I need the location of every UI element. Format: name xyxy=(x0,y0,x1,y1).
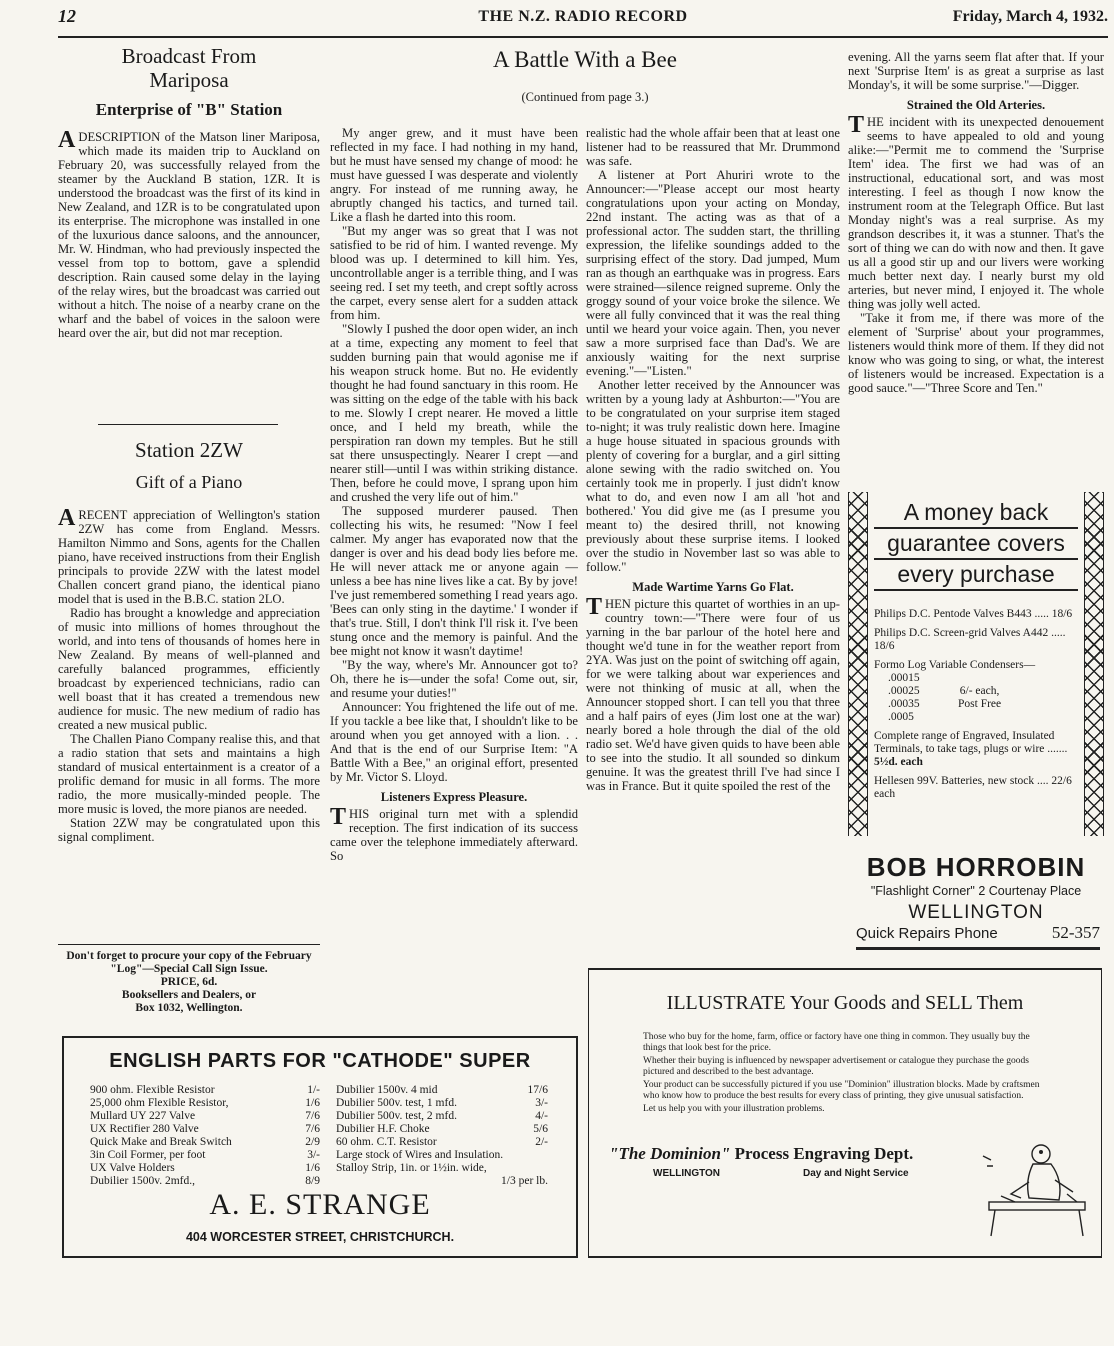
part-name: Mullard UY 227 Valve xyxy=(90,1110,196,1122)
part-name: Dubilier 500v. test, 1 mfd. xyxy=(336,1097,457,1109)
ad-rule xyxy=(856,947,1100,950)
part-name: Large stock of Wires and Insulation. xyxy=(336,1149,504,1161)
horrobin-items: Philips D.C. Pentode Valves B443 ..... 18/6 Philips D.C. Screen-grid Valves A442 ..... 18/6 Formo Log Variable Condensers— .00015 .00025 .00035 .0005 6/- each, Post Free Complete range of Engraved, Insulated Terminals, to take tags, plugs or wire ....... 5½d. each Hellesen 99V. Batteries, new stock .... 22/6 each xyxy=(874,608,1073,800)
bee-para: My anger grew, and it must have been reflected in my face. I had nothing in my hand, but he must have sensed my change of mood: he must have guessed I was desperate and violently angry. For instead of me running away, he abruptly changed his tactics, and turned tail. Like a flash he darted into this room. xyxy=(330,126,578,224)
formo-value: .0005 xyxy=(888,711,914,723)
part-price: 5/6 xyxy=(533,1123,548,1135)
bee-column-2 xyxy=(586,126,840,948)
horrobin-address: "Flashlight Corner" 2 Courtenay Place xyxy=(870,884,1082,898)
terminals-text: Complete range of Engraved, Insulated Terminals, to take tags, plugs or wire xyxy=(874,730,1055,755)
formo-value: .00025 xyxy=(888,685,920,697)
dominion-name xyxy=(609,1144,913,1164)
headline-line: guarantee covers xyxy=(874,529,1078,560)
engraver-illustration-icon xyxy=(981,1136,1091,1240)
dominion-name-script: "The Dominion" xyxy=(609,1144,731,1163)
bee-column-1 xyxy=(330,126,578,1022)
dominion-para: Let us help you with your illustration problems. xyxy=(643,1104,825,1114)
part-price: 4/- xyxy=(535,1110,548,1122)
dominion-para: Your product can be successfully pictured if you use "Dominion" illustration blocks. Made by craftsmen who know how to produce the best results for every class of printing, they give unusual satisfaction. xyxy=(643,1080,1040,1101)
strange-name: A. E. STRANGE xyxy=(209,1188,431,1221)
bee-para: Announcer: You frightened the life out of me. If you tackle a bee like that, I shouldn't like to be around when you get annoyed with a lion. . . And that is the end of our Surprise Item: "A Battle With a Bee," an original effort, presented by Mr. Victor S. Lloyd. xyxy=(330,700,578,784)
bee-para: "Slowly I pushed the door open wider, an inch at a time, expecting any moment to feel that sudden burning pain that would agonise me if his weapon struck home. But no. He evidently thought he had found sanctuary in this room. He was sitting on the edge of the table with his back to me. Slowly I crept nearer. He moved a little once, and I held my breath, while the perspiration ran down my temples. But he still sat there unsuspectingly. Nearer I crept —and nearer still—until I was within striking distance. Then, before he could move, I sprang upon him and crushed the very life out of him." xyxy=(330,322,578,504)
part-name: 900 ohm. Flexible Resistor xyxy=(90,1084,215,1096)
part-name: UX Valve Holders xyxy=(90,1162,175,1174)
formo-value: .00015 xyxy=(888,672,920,684)
bee-para: The supposed murderer paused. Then collecting his wits, he resumed: "Now I feel calmer. My anger has evaporated now that the danger is over and his dead body lies before me. He will never attack me or anyone again —unless a bee has nine lives like a cat. By by jove! I've just remembered something I read years ago. 'Bees can only sting in the daytime.' I wonder if that's true. Still, I don't think I'll risk it. I've been stung once and the memory is painful. And the bee might not know it wasn't daytime! xyxy=(330,504,578,658)
page-number: 12 xyxy=(58,6,76,26)
part-price: 1/6 xyxy=(305,1097,320,1109)
bee-column-3 xyxy=(848,50,1104,490)
station-2zw-para: ARECENT appreciation of Wellington's station 2ZW has come from England. Messrs. Hamilton Nimmo and Sons, agents for the Challen piano, have received instructions from their English principals to provide 2ZW with the latest model Challen concert grand piano, the identical piano model that is used in the B.B.C. station 2LO. xyxy=(58,505,320,606)
bee-continued: (Continued from page 3.) xyxy=(521,90,649,104)
horrobin-headline xyxy=(874,498,1078,591)
dominion-ad xyxy=(588,968,1102,1258)
mariposa-body: ADESCRIPTION of the Matson liner Mariposa, which made its maiden trip to Auckland on February 20, was successfully relayed from the steamer by the Auckland B station, 1ZR. It is understood the broadcast was the first of its kind in New Zealand, and 1ZR is to be congratulated upon its enterprise. The microphone was installed in one of the luxurious dance saloons, and the announcer, Mr. W. Hindman, who had previously inspected the vessel from top to bottom, gave a splendid description. Rain caused some delay in the laying of the relay wires, but the broadcast was carried out without a hitch. The noise of a nearby crane on the wharf and the babel of voices in the saloon were heard over the air, but did not mar reception. xyxy=(58,127,320,340)
cathode-headline: ENGLISH PARTS FOR "CATHODE" SUPER xyxy=(109,1050,531,1072)
mariposa-article xyxy=(58,44,320,340)
horrobin-name: BOB HORROBIN xyxy=(866,852,1086,882)
bee-para: THE incident with its unexpected denouement seems to have appealed to old and young alike:—"Permit me to commend the 'Surprise Item' idea. The first we had was of an instructional, educational sort, and was most interesting. I feel as though I now know the instrument room at the Telegraph Office. But last Monday night's was a real surprise. As my grandson describes it, it was a stunner. That's the sort of thing we can do with now and then. It gave us all a good stir up and our livers were working much better next day. I nearly burst my old arteries, but never mind, I enjoyed it. The whole thing was jolly well acted. xyxy=(848,112,1104,311)
headline-line: every purchase xyxy=(874,560,1078,591)
log-notice-line: Booksellers and Dealers, or xyxy=(121,989,257,1001)
bee-subhead: Listeners Express Pleasure. xyxy=(380,790,528,804)
horrobin-ad xyxy=(848,492,1104,952)
item-price: 18/6 xyxy=(1051,608,1073,620)
part-price: 7/6 xyxy=(305,1123,320,1135)
station-2zw-title: Station 2ZW xyxy=(135,438,243,462)
headline-line: A money back xyxy=(874,498,1078,529)
part-name: Dubilier 500v. test, 2 mfd. xyxy=(336,1110,457,1122)
terminals-price: 5½d. each xyxy=(874,756,923,768)
item-name: Philips D.C. Screen-grid Valves A442 xyxy=(874,627,1049,639)
station-2zw-para: The Challen Piano Company realise this, and that a radio station that sets and maintains a high standard of musical entertainment is a creator of a prolific demand for music in all forms. The more radio, the more musically-minded people. The more music is loved, the more pianos are needed. xyxy=(58,732,320,816)
hellesen-text: Hellesen 99V. Batteries, new stock xyxy=(874,775,1035,787)
log-notice-line: Don't forget to procure your copy of the February "Log"—Special Call Sign Issue. xyxy=(66,950,312,975)
section-divider xyxy=(98,424,278,425)
station-2zw-subtitle: Gift of a Piano xyxy=(135,472,243,492)
part-name: UX Rectifier 280 Valve xyxy=(90,1123,199,1135)
cathode-left-list xyxy=(90,1084,320,1188)
log-notice-line: Box 1032, Wellington. xyxy=(135,1002,243,1014)
issue-date: Friday, March 4, 1932. xyxy=(952,8,1108,25)
part-name: Stalloy Strip, 1in. or 1½in. wide, xyxy=(336,1162,487,1174)
bee-para: "But my anger was so great that I was not satisfied to be rid of him. I wanted revenge. My blood was up. I determined to kill him. Yes, uncontrollable anger is a terrible thing, and I was seeing red. I set my teeth, and crept softly across the carpet, every sense alert for a sudden attack from him. xyxy=(330,224,578,322)
hellesen-price: 22/6 each xyxy=(874,775,1072,800)
item-price: 18/6 xyxy=(874,640,895,652)
dominion-service: Day and Night Service xyxy=(803,1168,909,1179)
lattice-border-left xyxy=(848,492,868,836)
part-name: 60 ohm. C.T. Resistor xyxy=(336,1136,437,1148)
section-divider xyxy=(58,944,320,945)
part-name: 25,000 ohm Flexible Resistor, xyxy=(90,1097,229,1109)
dominion-para: Whether their buying is influenced by newspaper advertisement or catalogue they purchase the goods pictured and described to the best advantage. xyxy=(643,1056,1029,1077)
part-price: 8/9 xyxy=(305,1175,320,1187)
page-header xyxy=(58,6,1108,36)
bee-para: realistic had the whole affair been that at least one listener had to be reassured that Mr. Drummond was safe. xyxy=(586,126,840,168)
cathode-ad xyxy=(62,1036,578,1258)
bee-para: evening. All the yarns seem flat after that. If your next 'Surprise Item' is as great a surprise as last Monday's, it will be some surprise."—Digger. xyxy=(848,50,1104,92)
bee-para: THEN picture this quartet of worthies in an up-country town:—"There were four of us yarning in the bar parlour of the hotel here and thought we'd tune in for the weather report from 2YA. Was just on the point of switching off again, for we were talking about war experiences and were not thinking of music at all, when the Announcer stopped short. I can tell you that three and a half pairs of eyes (Jim lost one at the war) nearly bored a hole through the dial of the old radio set. We'd have given quids to have been able to see into the studio. It all sounded so dinkum genuine. It was the greatest thrill I've had since I was in France. But it quite spoiled the rest of the xyxy=(586,594,840,793)
log-notice-price: PRICE, 6d. xyxy=(160,976,218,988)
bee-para: "By the way, where's Mr. Announcer got to? Oh, there he is—under the sofa! Come out, sir, and resume your duties!" xyxy=(330,658,578,700)
dominion-name-rest: Process Engraving Dept. xyxy=(734,1144,914,1163)
part-price: 1/- xyxy=(307,1084,320,1096)
formo-value: .00035 xyxy=(888,698,920,710)
formo-post: Post Free xyxy=(958,698,1002,710)
part-price: 3/- xyxy=(307,1149,320,1161)
lattice-border-right xyxy=(1084,492,1104,836)
formo-label: Formo Log Variable Condensers— xyxy=(874,659,1036,671)
station-2zw-article xyxy=(58,438,320,844)
part-name: Dubilier 1500v. 4 mid xyxy=(336,1084,438,1096)
bee-para: THIS original turn met with a splendid reception. The first indication of its success came over the telephone immediately afterward. So xyxy=(330,804,578,863)
bee-subhead: Made Wartime Yarns Go Flat. xyxy=(632,580,794,594)
bee-para: "Take it from me, if there was more of the element of 'Surprise' about your programmes, listeners would think more of them. If they did not know who was going to sing, or what, the interest of listeners would be increased. Expectation is a good sauce."—"Three Score and Ten." xyxy=(848,311,1104,395)
formo-price: 6/- each, xyxy=(959,685,1000,697)
dominion-para: Those who buy for the home, farm, office or factory have one thing in common. They usually buy the things that look best for the price. xyxy=(643,1032,1030,1053)
horrobin-repairs: Quick Repairs Phone xyxy=(856,925,998,942)
horrobin-phone: 52-357 xyxy=(1051,923,1100,942)
bee-para: A listener at Port Ahuriri wrote to the Announcer:—"Please accept our most hearty congratulations upon your acting on Monday, 22nd instant. The acting was as that of a professional actor. The sudden start, the thrilling expression, the lifelike soundings added to the surprising effect of the story. Dad jumped, Mum ran as though an earthquake was in progress. Ears were strained—silence reigned supreme. Only the groggy sound of your voice broke the silence. We were all fully convinced that it was the real thing until we heard your voice again. Then, you never saw a more surprised face than Dad's. We are anxiously waiting for the next surprise evening."—"Listen." xyxy=(586,168,840,378)
part-price: 2/9 xyxy=(305,1136,320,1148)
part-price: 3/- xyxy=(535,1097,548,1109)
bee-article-header xyxy=(330,48,840,105)
bee-para: Another letter received by the Announcer was written by a young lady at Ashburton:—"You are to be congratulated on your surprise item staged to-night; it was truly realistic down here. Imagine a huge house situated in spacious grounds with plenty of covering for a burglar, and a girl sitting alone sewing with the radio switched on. You certainly took me in properly. I just didn't know what to do, and even now I am all 'hot and bothered.' You did give me (as I presume you meant to) the desired thrill, not knowing previously about these surprise items. I looked over the studio in November last so was able to follow." xyxy=(586,378,840,574)
log-notice xyxy=(58,950,320,1015)
part-name: 3in Coil Former, per foot xyxy=(90,1149,206,1161)
part-name: Dubilier 1500v. 2mfd., xyxy=(90,1175,195,1187)
bee-subhead: Strained the Old Arteries. xyxy=(906,98,1046,112)
horrobin-city: WELLINGTON xyxy=(908,902,1044,923)
dominion-body xyxy=(643,1032,1043,1115)
part-price: 2/- xyxy=(535,1136,548,1148)
mariposa-subtitle: Enterprise of "B" Station xyxy=(95,100,283,119)
part-name: Quick Make and Break Switch xyxy=(90,1136,232,1148)
station-2zw-para: Station 2ZW may be congratulated upon this signal compliment. xyxy=(58,816,320,844)
cathode-right-list xyxy=(336,1084,548,1188)
part-price: 17/6 xyxy=(527,1084,548,1096)
part-name: Dubilier H.F. Choke xyxy=(336,1123,430,1135)
part-price: 1/6 xyxy=(305,1162,320,1174)
dominion-headline: ILLUSTRATE Your Goods and SELL Them xyxy=(666,992,1024,1014)
part-price: 1/3 per lb. xyxy=(501,1175,548,1187)
station-2zw-para: Radio has brought a knowledge and appreciation of music into millions of homes throughout the world, and into tens of thousands of homes here in New Zealand. By means of well-planned and carefully balanced programmes, efficiently broadcast by experienced technicians, radio can well boast that it has created a tremendous new audience for music. The new medium of radio has created a new musical public. xyxy=(58,606,320,732)
header-rule xyxy=(58,36,1108,38)
strange-address: 404 WORCESTER STREET, CHRISTCHURCH. xyxy=(185,1230,455,1244)
masthead: THE N.Z. RADIO RECORD xyxy=(478,8,688,25)
part-price: 7/6 xyxy=(305,1110,320,1122)
mariposa-title: Broadcast From Mariposa xyxy=(121,44,257,92)
item-name: Philips D.C. Pentode Valves B443 xyxy=(874,608,1032,620)
bee-title: A Battle With a Bee xyxy=(493,47,677,72)
dominion-city: WELLINGTON xyxy=(653,1168,721,1179)
